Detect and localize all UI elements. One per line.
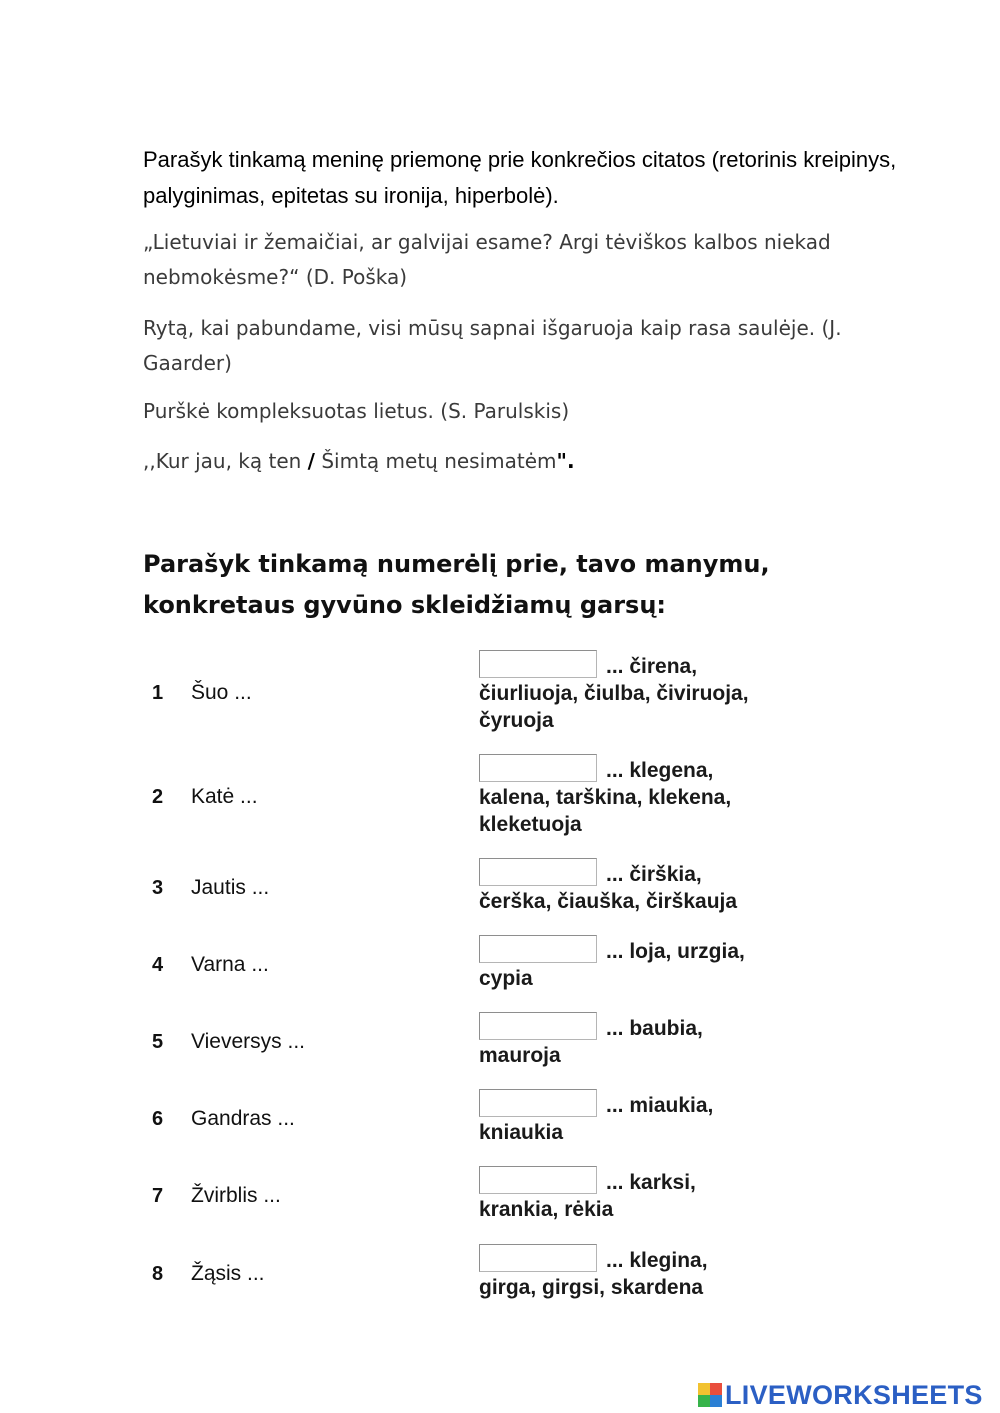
sound-text-7: ... karksi, krankia, rėkia	[479, 1171, 696, 1221]
quote-2: Rytą, kai pabundame, visi mūsų sapnai išgaruoja kaip rasa saulėje. (J. Gaarder)	[143, 316, 842, 375]
animal-number: 6	[152, 1108, 164, 1130]
task2-instruction: Parašyk tinkamą numerėlį prie, tavo manymu, konkretaus gyvūno skleidžiamų garsų:	[143, 550, 770, 619]
sound-text-4: ... loja, urzgia, cypia	[479, 940, 745, 990]
sound-text-3: ... čirškia, čerška, čiauška, čirškauja	[479, 863, 738, 913]
animal-number: 3	[152, 877, 164, 899]
liveworksheets-logo[interactable]	[698, 1377, 983, 1413]
quote-4-part1: ,,Kur jau, ką ten	[143, 449, 308, 473]
task1-instruction: Parašyk tinkamą meninę priemonę prie konkrečios citatos (retorinis kreipinys, palyginimas, epitetas su ironija, hiperbolė).	[143, 147, 897, 208]
sound-text-1: ... čirena, čiurliuoja, čiulba, čiviruoja, čyruoja	[479, 655, 749, 732]
animal-number: 7	[152, 1185, 164, 1207]
animal-name: Žąsis ...	[191, 1262, 265, 1285]
animal-name: Vieversys ...	[191, 1030, 305, 1053]
animal-name: Gandras ...	[191, 1107, 295, 1130]
animal-number: 2	[152, 786, 164, 808]
sound-text-8: ... klegina, girga, girgsi, skardena	[479, 1249, 708, 1299]
quote-1: „Lietuviai ir žemaičiai, ar galvijai esame? Argi tėviškos kalbos niekad nebmokėsme?“ (D. Poška)	[143, 230, 831, 289]
animal-name: Varna ...	[191, 953, 269, 976]
animal-number: 5	[152, 1031, 164, 1053]
animal-number: 8	[152, 1263, 164, 1285]
sound-text-6: ... miaukia, kniaukia	[479, 1094, 714, 1144]
liveworksheets-logo-icon	[698, 1383, 722, 1407]
sound-text-5: ... baubia, mauroja	[479, 1017, 703, 1067]
quote-4	[143, 444, 888, 479]
quote-4-end: ".	[556, 449, 575, 473]
quote-4-slash: /	[307, 449, 315, 473]
sound-text-2: ... klegena, kalena, tarškina, klekena, kleketuoja	[479, 759, 732, 836]
animal-name: Katė ...	[191, 785, 258, 808]
quote-4-part2: Šimtą metų nesimatėm	[314, 449, 557, 473]
logo-text: LIVEWORKSHEETS	[725, 1379, 983, 1410]
animal-name: Jautis ...	[191, 876, 270, 899]
animal-name: Šuo ...	[191, 681, 252, 704]
quote-3: Purškė kompleksuotas lietus. (S. Parulskis)	[143, 399, 570, 423]
animal-number: 4	[152, 954, 164, 976]
animal-name: Žvirblis ...	[191, 1184, 281, 1207]
animal-number: 1	[152, 682, 164, 704]
